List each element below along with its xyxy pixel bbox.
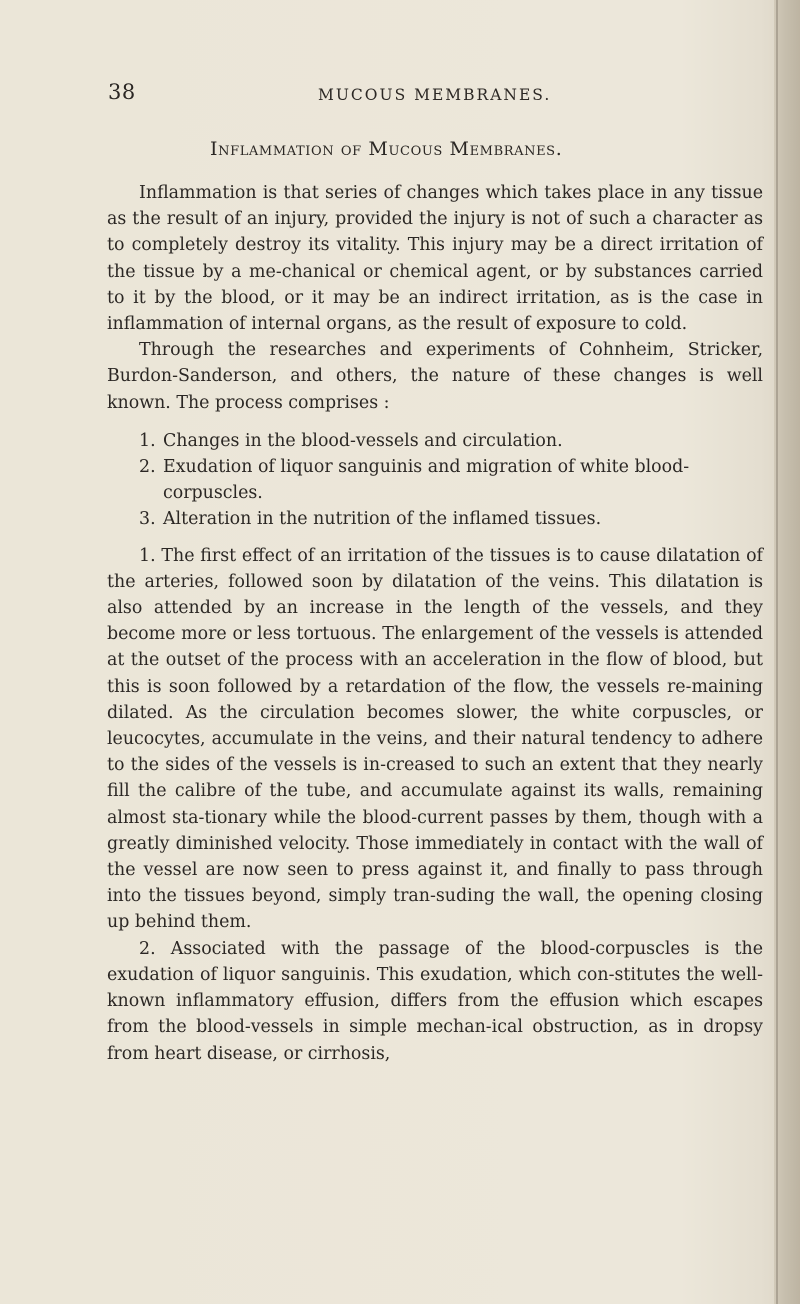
list-item-text: Exudation of liquor sanguinis and migration of white blood-corpuscles. (163, 457, 690, 504)
list-item-number: 3. (139, 509, 156, 530)
list-item-text: Alteration in the nutrition of the inflamed tissues. (163, 509, 602, 530)
list-item (139, 428, 763, 454)
list-item-text: Changes in the blood-vessels and circulation. (163, 430, 563, 451)
body-text (107, 180, 763, 1067)
running-title: MUCOUS MEMBRANES. (318, 86, 552, 104)
section-heading: Inflammation of Mucous Membranes. (210, 138, 563, 160)
list-item-number: 1. (139, 430, 156, 451)
paragraph-exudation: 2. Associated with the passage of the blood-corpuscles is the exudation of liquor sanguinis. This exudation, which con-stitutes the well-known inflammatory effusion, differs from the effusion which escapes from the blood-vessels in simple mechan-ical obstruction, as in dropsy from heart disease, or cirrhosis, (107, 938, 763, 1064)
list-item-number: 2. (139, 457, 156, 478)
list-item (139, 454, 763, 506)
process-list (107, 428, 763, 533)
page-number: 38 (108, 80, 136, 104)
paragraph-definition: Inflammation is that series of changes which takes place in any tissue as the result of an injury, provided the injury is not of such a character as to completely destroy its vitality. This injury may be a direct irritation of the tissue by a me-chanical or chemical agent, or by substances carried to it by the blood, or it may be an indirect irritation, as is the case in inflammation of internal organs, as the result of exposure to cold. (107, 183, 763, 335)
page-edge-line (776, 0, 778, 1304)
list-item (139, 506, 763, 532)
paragraph-researches: Through the researches and experiments of Cohnheim, Stricker, Burdon-Sanderson, and others, the nature of these changes is well known. The process comprises : (107, 340, 763, 413)
paragraph-first-effect: 1. The first effect of an irritation of the tissues is to cause dilatation of the arteries, followed soon by dilatation of the veins. This dilatation is also attended by an increase in the length of the vessels, and they become more or less tortuous. The enlargement of the vessels is attended at the outset of the process with an acceleration in the flow of blood, but this is soon followed by a retardation of the flow, the vessels re-maining dilated. As the circulation becomes slower, the white corpuscles, or leucocytes, accumulate in the veins, and their natural tendency to adhere to the sides of the vessels is in-creased to such an extent that they nearly fill the calibre of the tube, and accumulate against its walls, remaining almost sta-tionary while the blood-current passes by them, though with a greatly diminished velocity. Those immediately in contact with the wall of the vessel are now seen to press against it, and finally to pass through into the tissues beyond, simply tran-suding the wall, the opening closing up behind them. (107, 545, 763, 933)
page-header (108, 80, 748, 110)
